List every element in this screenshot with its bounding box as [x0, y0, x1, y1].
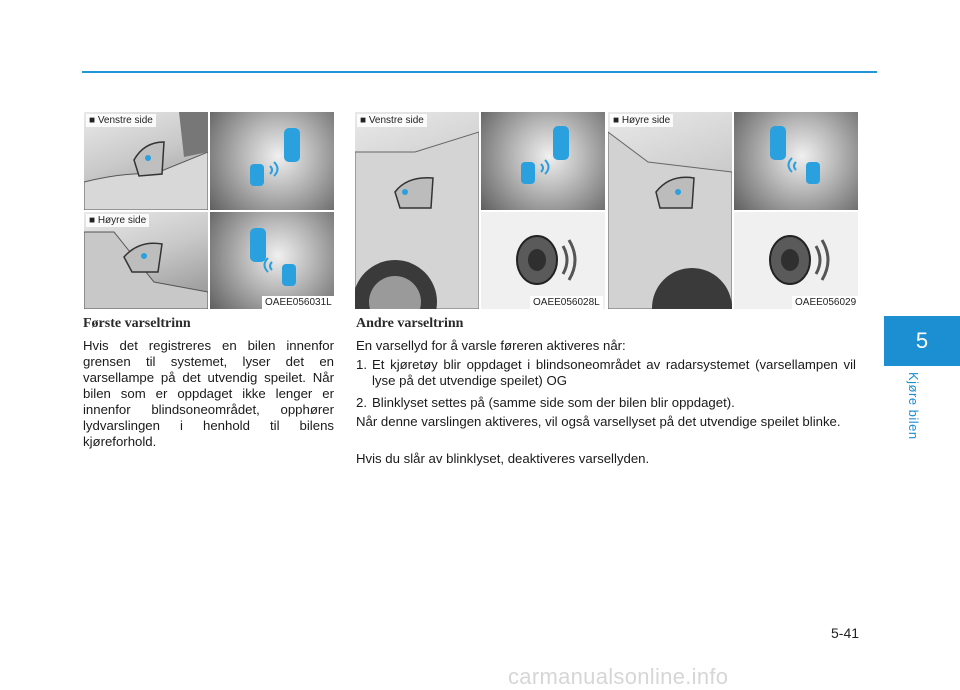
figure-ref-right: OAEE056029	[792, 296, 859, 309]
list-item-2	[356, 395, 856, 411]
car-radar-drawing-4	[734, 112, 858, 210]
figure-label-right: ■ Høyre side	[610, 114, 673, 127]
radar-right2-illustration	[734, 112, 858, 210]
car-radar-drawing-2	[210, 212, 334, 309]
section2-note2: Hvis du slår av blinklyset, deaktiveres varsellyden.	[356, 451, 650, 466]
top-rule	[82, 71, 877, 73]
section2-note1: Når denne varslingen aktiveres, vil også varsellyset på det utvendige speilet blinke.	[356, 414, 841, 429]
figure-label-middle: ■ Venstre side	[357, 114, 427, 127]
section1-heading: Første varseltrinn	[83, 316, 191, 331]
car-side-left-drawing	[355, 112, 479, 309]
figure-ref-middle: OAEE056028L	[530, 296, 603, 309]
speaker-icon-2	[734, 212, 858, 309]
car-side-left-illustration	[355, 112, 479, 309]
list-item-1-number: 1.	[356, 357, 367, 372]
section2-heading: Andre varseltrinn	[356, 316, 464, 331]
watermark: carmanualsonline.info	[508, 664, 729, 689]
list-item-2-text: Blinklyset settes på (samme side som der bilen blir oppdaget).	[372, 395, 735, 410]
page-number: 5-41	[831, 625, 860, 641]
figure-ref-left: OAEE056031L	[262, 296, 335, 309]
car-side-right-drawing	[608, 112, 732, 309]
chapter-title: Kjøre bilen	[906, 372, 921, 440]
car-radar-drawing-3	[481, 112, 605, 210]
speaker-middle-illustration	[481, 212, 605, 309]
car-side-right-illustration	[608, 112, 732, 309]
radar-left-illustration	[210, 112, 334, 210]
car-radar-drawing	[210, 112, 334, 210]
chapter-number-tab: 5	[884, 316, 960, 366]
figure-label-left-bottom: ■ Høyre side	[86, 214, 149, 227]
radar-middle-illustration	[481, 112, 605, 210]
radar-right-illustration	[210, 212, 334, 309]
section1-body: Hvis det registreres en bilen innenfor grensen til systemet, lyser det en varsellampe på det utvendig speilet. Når bilen som er oppdaget ikke lenger er innenfor blindsoneområdet, opphører lydvarslingen i henhold til bilens kjøreforhold.	[83, 338, 334, 449]
speaker-right-illustration	[734, 212, 858, 309]
list-item-1	[356, 357, 856, 389]
figure-label-left-top: ■ Venstre side	[86, 114, 156, 127]
list-item-2-number: 2.	[356, 395, 367, 410]
speaker-icon	[481, 212, 605, 309]
section2-intro: En varsellyd for å varsle føreren aktiveres når:	[356, 338, 626, 353]
list-item-1-text: Et kjøretøy blir oppdaget i blindsoneområdet av radarsystemet (varsellampen vil lyse på det utvendige speilet) OG	[372, 357, 856, 388]
